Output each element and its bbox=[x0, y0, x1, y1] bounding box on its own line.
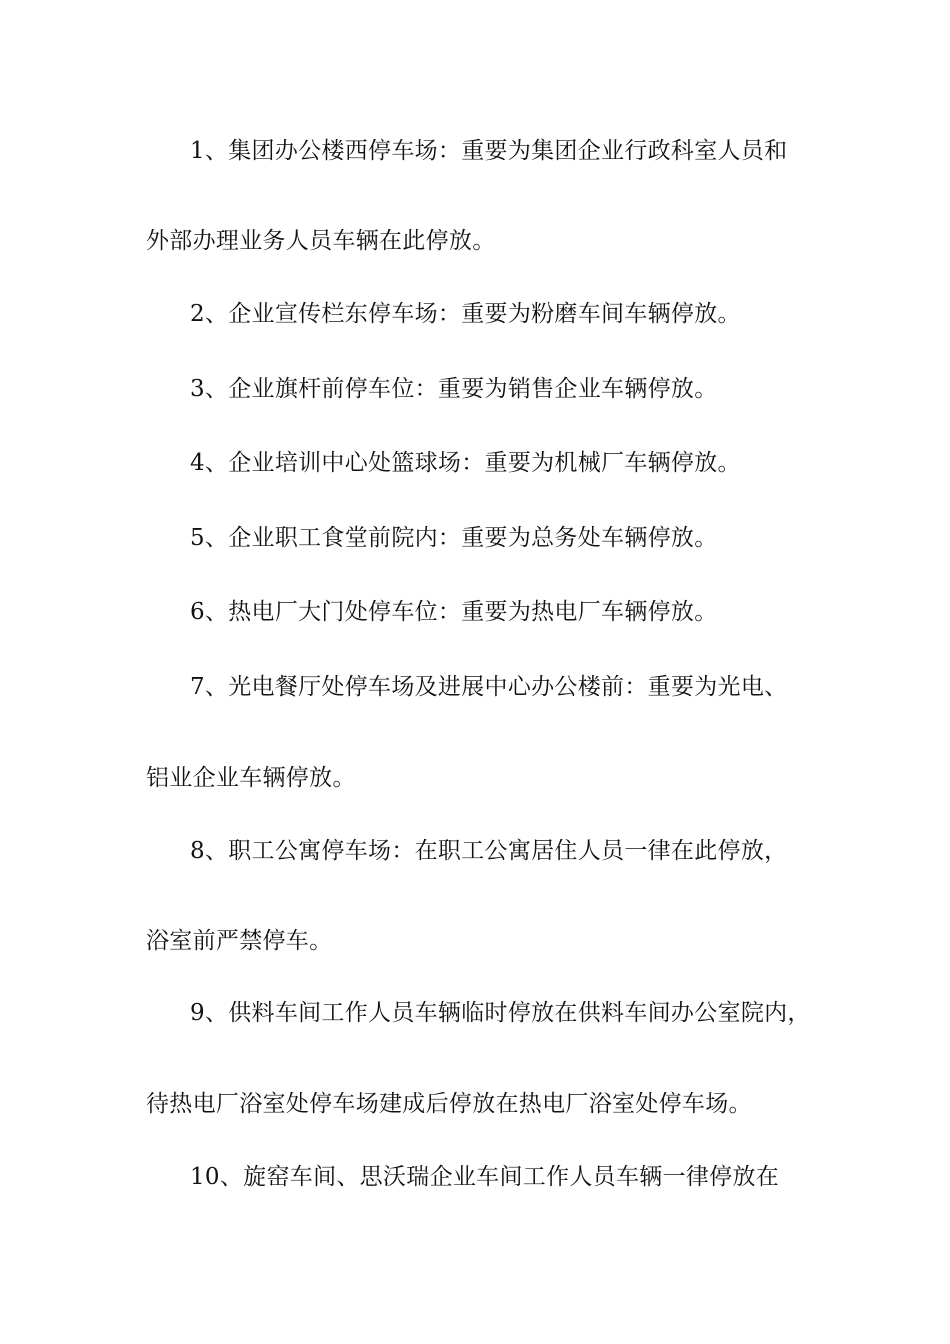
item-9-line-2: 待热电厂浴室处停车场建成后停放在热电厂浴室处停车场。 bbox=[146, 1091, 752, 1117]
item-7-line-2: 铝业企业车辆停放。 bbox=[146, 765, 356, 791]
item-3-line: 3、企业旗杆前停车位：重要为销售企业车辆停放。 bbox=[190, 376, 718, 402]
item-10-line-1: 10、旋窑车间、思沃瑞企业车间工作人员车辆一律停放在 bbox=[190, 1164, 780, 1190]
item-9-line-1: 9、供料车间工作人员车辆临时停放在供料车间办公室院内， bbox=[190, 1000, 811, 1026]
item-6-line: 6、热电厂大门处停车位：重要为热电厂车辆停放。 bbox=[190, 599, 718, 625]
item-7-line-1: 7、光电餐厅处停车场及进展中心办公楼前：重要为光电、 bbox=[190, 674, 788, 700]
item-1-line-2: 外部办理业务人员车辆在此停放。 bbox=[146, 228, 496, 254]
item-2-line: 2、企业宣传栏东停车场：重要为粉磨车间车辆停放。 bbox=[190, 301, 741, 327]
item-5-line: 5、企业职工食堂前院内：重要为总务处车辆停放。 bbox=[190, 525, 718, 551]
item-1-line-1: 1、集团办公楼西停车场：重要为集团企业行政科室人员和 bbox=[190, 138, 788, 164]
item-8-line-1: 8、职工公寓停车场：在职工公寓居住人员一律在此停放， bbox=[190, 838, 788, 864]
item-4-line: 4、企业培训中心处篮球场：重要为机械厂车辆停放。 bbox=[190, 450, 741, 476]
item-8-line-2: 浴室前严禁停车。 bbox=[146, 928, 333, 954]
